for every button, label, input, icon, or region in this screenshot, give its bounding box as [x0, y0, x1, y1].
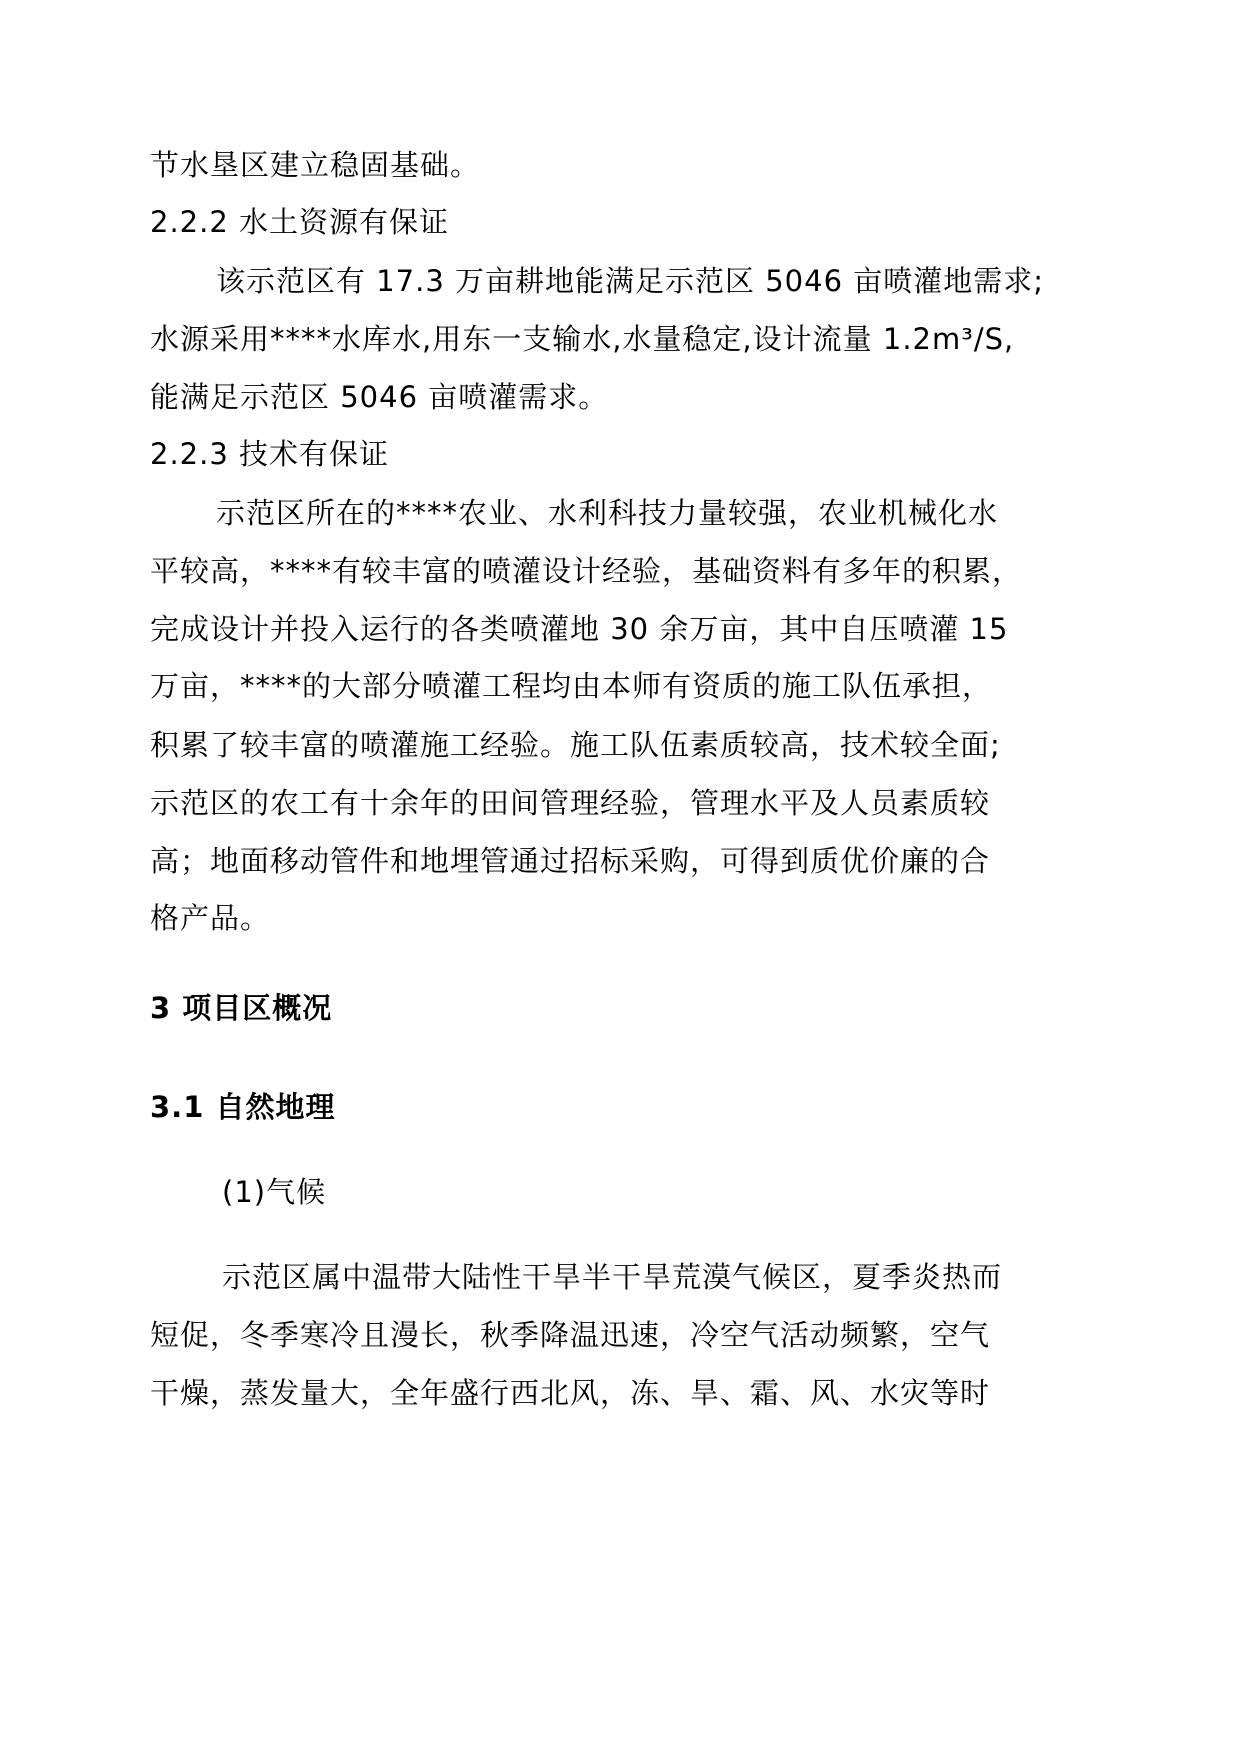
paragraph-line: 水源采用****水库水,用东一支输水,水量稳定,设计流量 1.2m³/S,	[150, 322, 1015, 356]
paragraph-line: 平较高，****有较丰富的喷灌设计经验，基础资料有多年的积累，	[150, 554, 1023, 588]
paragraph-line: 示范区的农工有十余年的田间管理经验，管理水平及人员素质较	[150, 786, 991, 820]
paragraph-line: 完成设计并投入运行的各类喷灌地 30 余万亩，其中自压喷灌 15	[150, 612, 1009, 646]
paragraph-line: 示范区所在的****农业、水利科技力量较强，农业机械化水	[216, 496, 999, 530]
paragraph-line: 积累了较丰富的喷灌施工经验。施工队伍素质较高，技术较全面;	[150, 728, 1001, 762]
paragraph-line: 万亩，****的大部分喷灌工程均由本师有资质的施工队伍承担，	[150, 669, 993, 703]
paragraph-line: 示范区属中温带大陆性干旱半干旱荒漠气候区，夏季炎热而	[222, 1260, 1003, 1294]
paragraph-line: 短促，冬季寒冷且漫长，秋季降温迅速，冷空气活动频繁，空气	[150, 1318, 991, 1352]
paragraph-line: 能满足示范区 5046 亩喷灌需求。	[150, 380, 609, 414]
section-heading-3-1: 3.1 自然地理	[150, 1090, 336, 1124]
chapter-heading-3: 3 项目区概况	[150, 991, 333, 1025]
section-heading-2-2-3: 2.2.3 技术有保证	[150, 437, 390, 471]
subsection-heading-climate: (1)气候	[222, 1175, 327, 1209]
paragraph-line: 干燥，蒸发量大，全年盛行西北风，冻、旱、霜、风、水灾等时	[150, 1376, 991, 1410]
paragraph-line: 节水垦区建立稳固基础。	[150, 148, 481, 182]
section-heading-2-2-2: 2.2.2 水土资源有保证	[150, 205, 450, 239]
paragraph-line: 高；地面移动管件和地埋管通过招标采购，可得到质优价廉的合	[150, 844, 991, 878]
paragraph-line: 格产品。	[150, 901, 271, 935]
paragraph-line: 该示范区有 17.3 万亩耕地能满足示范区 5046 亩喷灌地需求;	[216, 264, 1045, 298]
